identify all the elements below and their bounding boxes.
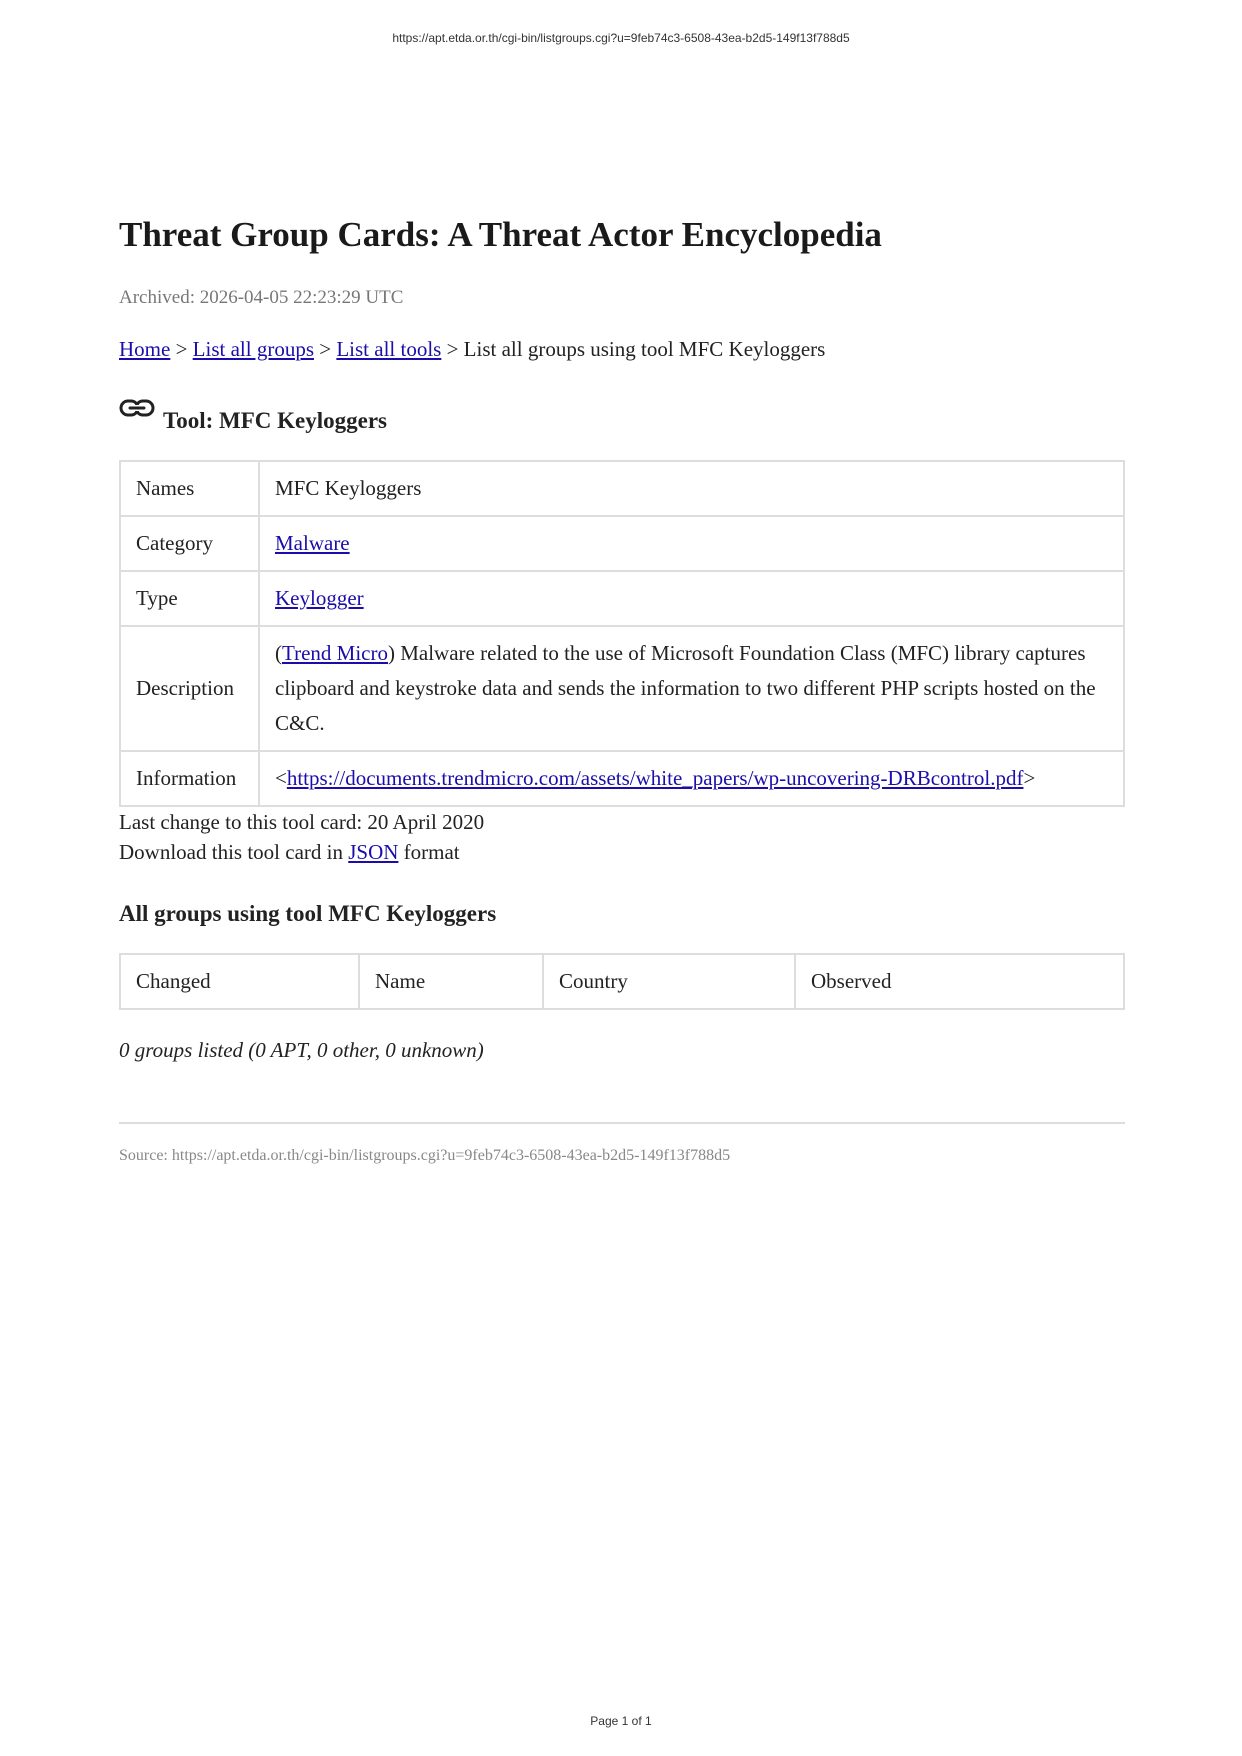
- table-row-description: [120, 626, 1124, 751]
- page-title: Threat Group Cards: A Threat Actor Encyclopedia: [119, 215, 882, 254]
- link-icon: [119, 398, 163, 436]
- divider: [119, 1122, 1125, 1124]
- breadcrumb-current: > List all groups using tool MFC Keyloggers: [441, 337, 826, 361]
- column-header-country[interactable]: Country: [543, 954, 795, 1009]
- information-cell: [259, 751, 1124, 806]
- column-header-observed[interactable]: Observed: [795, 954, 1124, 1009]
- type-link[interactable]: Keylogger: [275, 586, 364, 610]
- groups-table: [119, 953, 1125, 1010]
- tool-heading-text: Tool: MFC Keyloggers: [163, 408, 388, 433]
- archived-timestamp: Archived: 2026-04-05 22:23:29 UTC: [119, 287, 404, 308]
- page-number: Page 1 of 1: [590, 1714, 652, 1728]
- breadcrumb-home-link[interactable]: Home: [119, 337, 171, 361]
- column-header-changed[interactable]: Changed: [120, 954, 359, 1009]
- description-text: ) Malware related to the use of Microsoft Foundation Class (MFC) library captures clipboard and keystroke data and sends the information to two different PHP scripts hosted on the C&C.: [275, 641, 1096, 735]
- information-close: >: [1023, 766, 1036, 790]
- description-cell: [259, 626, 1124, 751]
- names-label: Names: [120, 461, 259, 516]
- json-download-link[interactable]: JSON: [348, 840, 399, 864]
- print-header-url: https://apt.etda.or.th/cgi-bin/listgroups.cgi?u=9feb74c3-6508-43ea-b2d5-149f13f788d5: [392, 31, 850, 45]
- groups-header-row: [120, 954, 1124, 1009]
- last-change-text: Last change to this tool card: 20 April 2020: [119, 810, 485, 834]
- table-row-type: [120, 571, 1124, 626]
- groups-summary: 0 groups listed (0 APT, 0 other, 0 unknown): [119, 1038, 484, 1062]
- table-row-category: [120, 516, 1124, 571]
- information-link[interactable]: https://documents.trendmicro.com/assets/white_papers/wp-uncovering-DRBcontrol.pdf: [286, 766, 1024, 790]
- category-label: Category: [120, 516, 259, 571]
- information-label: Information: [120, 751, 259, 806]
- category-link[interactable]: Malware: [275, 531, 350, 555]
- names-value: MFC Keyloggers: [259, 461, 1124, 516]
- download-text: [119, 837, 1125, 867]
- category-cell: [259, 516, 1124, 571]
- type-cell: [259, 571, 1124, 626]
- column-header-name[interactable]: Name: [359, 954, 543, 1009]
- tool-heading: [119, 398, 1125, 436]
- description-label: Description: [120, 626, 259, 751]
- tool-info-table: [119, 460, 1125, 807]
- breadcrumb-separator: >: [170, 337, 193, 361]
- download-prefix: Download this tool card in: [119, 840, 349, 864]
- table-row-information: [120, 751, 1124, 806]
- breadcrumb: [119, 334, 1125, 364]
- information-open: <: [275, 766, 287, 790]
- description-paren: (: [275, 641, 282, 665]
- groups-heading: All groups using tool MFC Keyloggers: [119, 901, 497, 926]
- source-url: Source: https://apt.etda.or.th/cgi-bin/listgroups.cgi?u=9feb74c3-6508-43ea-b2d5-149f13f788d5: [119, 1147, 731, 1164]
- main-content: [119, 210, 1125, 1167]
- trend-micro-link[interactable]: Trend Micro: [282, 641, 388, 665]
- download-suffix: format: [398, 840, 460, 864]
- breadcrumb-tools-link[interactable]: List all tools: [336, 337, 442, 361]
- type-label: Type: [120, 571, 259, 626]
- table-row-names: [120, 461, 1124, 516]
- breadcrumb-groups-link[interactable]: List all groups: [192, 337, 314, 361]
- breadcrumb-separator: >: [314, 337, 337, 361]
